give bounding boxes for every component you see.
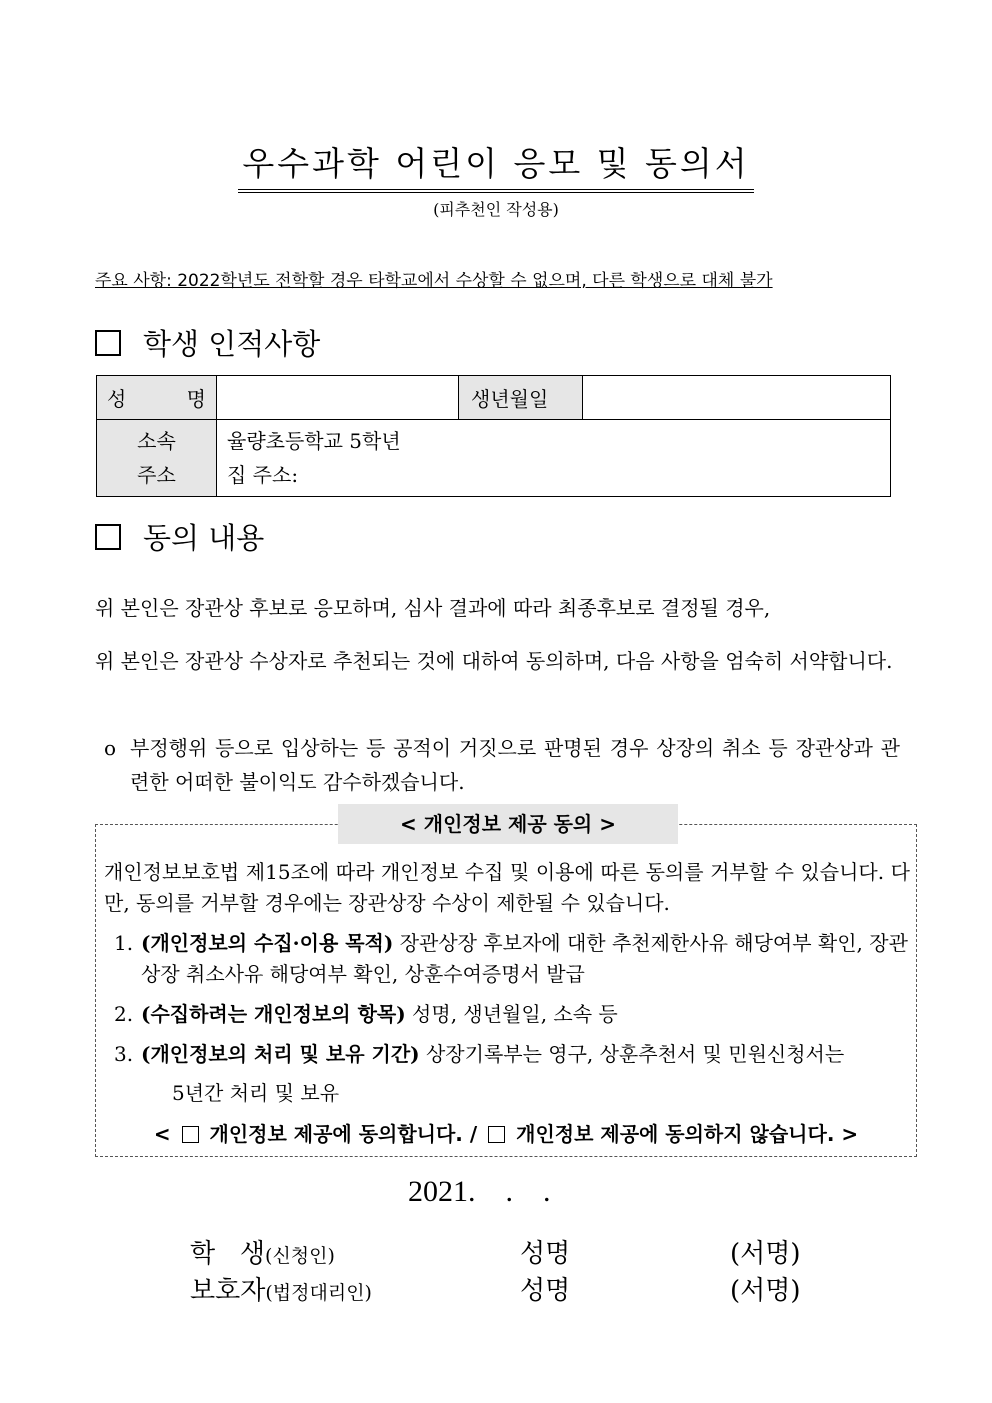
signer-role: 보호자 [190, 1276, 266, 1306]
name-label-1: 성 [107, 387, 127, 411]
item-number: 3. [114, 1042, 134, 1066]
date-field[interactable]: 2021. . . [408, 1175, 551, 1208]
signature-row-guardian [190, 1270, 801, 1307]
signer-role-note: (법정대리인) [265, 1282, 372, 1304]
name-label-cell [97, 376, 217, 420]
signature-field[interactable]: (서명) [730, 1239, 801, 1269]
important-notice: 주요 사항: 2022학년도 전학할 경우 타학교에서 수상할 수 없으며, 다른 학생으로 대체 불가 [95, 271, 773, 291]
table-row [97, 376, 891, 420]
address-label: 주소 [137, 463, 176, 487]
affiliation-label: 소속 [137, 429, 176, 453]
item-heading: (개인정보의 수집·이용 목적) [141, 931, 394, 955]
affiliation-address-field[interactable] [217, 420, 891, 497]
item-heading: (개인정보의 처리 및 보유 기간) [141, 1042, 420, 1066]
affiliation-value: 율량초등학교 5학년 [227, 429, 401, 453]
document-subtitle: (피추천인 작성용) [433, 200, 559, 219]
birth-field[interactable] [583, 376, 891, 420]
signer-role: 학 생 [190, 1239, 266, 1269]
privacy-consent-header: < 개인정보 제공 동의 > [338, 804, 678, 844]
square-icon [95, 330, 121, 356]
consent-item [114, 928, 910, 990]
agree-checkbox[interactable] [182, 1126, 199, 1143]
consent-item-3-continuation: 5년간 처리 및 보유 [172, 1081, 340, 1105]
table-row [97, 420, 891, 497]
signature-field[interactable]: (서명) [730, 1276, 801, 1306]
signer-role-note: (신청인) [265, 1245, 335, 1267]
address-value: 집 주소: [227, 463, 299, 487]
title-wrap [0, 138, 992, 193]
document-title: 우수과학 어린이 응모 및 동의서 [238, 138, 753, 193]
bracket-open: < [153, 1122, 171, 1146]
square-icon [95, 524, 121, 550]
consent-item [114, 1039, 910, 1070]
bracket-close: > [841, 1122, 859, 1146]
name-label-2: 명 [186, 387, 206, 411]
disagree-option-label: 개인정보 제공에 동의하지 않습니다. [516, 1122, 835, 1146]
consent-choice-line [0, 1118, 992, 1147]
signature-row-student [190, 1233, 801, 1270]
section-student-info-heading [95, 322, 320, 363]
pledge-bullet [104, 731, 900, 799]
item-number: 1. [114, 931, 134, 955]
name-field[interactable] [217, 376, 459, 420]
consent-paragraph-1: 위 본인은 장관상 후보로 응모하며, 심사 결과에 따라 최종후보로 결정될 경우, [95, 596, 771, 620]
name-label: 성명 [520, 1276, 571, 1306]
consent-item [114, 999, 910, 1030]
section-title: 동의 내용 [143, 521, 265, 555]
item-heading: (수집하려는 개인정보의 항목) [141, 1002, 406, 1026]
item-text: 성명, 생년월일, 소속 등 [405, 1002, 618, 1026]
item-text: 상장기록부는 영구, 상훈추천서 및 민원신청서는 [419, 1042, 845, 1066]
bullet-text: 부정행위 등으로 입상하는 등 공적이 거짓으로 판명된 경우 상장의 취소 등 장관상과 관련한 어떠한 불이익도 감수하겠습니다. [130, 736, 900, 794]
agree-option-label: 개인정보 제공에 동의합니다. [209, 1122, 463, 1146]
privacy-consent-intro: 개인정보보호법 제15조에 따라 개인정보 수집 및 이용에 따른 동의를 거부할 수 있습니다. 다만, 동의를 거부할 경우에는 장관상장 수상이 제한될 수 있습니다. [104, 860, 910, 915]
bullet-marker: o [104, 736, 117, 760]
item-number: 2. [114, 1002, 134, 1026]
consent-paragraph-2: 위 본인은 장관상 수상자로 추천되는 것에 대하여 동의하며, 다음 사항을 엄숙히 서약합니다. [95, 649, 893, 673]
section-title: 학생 인적사항 [143, 327, 321, 361]
affiliation-address-label-cell [97, 420, 217, 497]
name-label: 성명 [520, 1239, 571, 1269]
section-consent-heading [95, 516, 264, 557]
item-text: 장관상장 후보자에 대한 추천제한사유 해당여부 확인, 장관상장 취소사유 해당여부 확인, 상훈수여증명서 발급 [141, 931, 908, 986]
birth-label: 생년월일 [459, 376, 583, 420]
student-info-table [96, 375, 891, 497]
option-separator: / [469, 1122, 478, 1146]
disagree-checkbox[interactable] [488, 1126, 505, 1143]
